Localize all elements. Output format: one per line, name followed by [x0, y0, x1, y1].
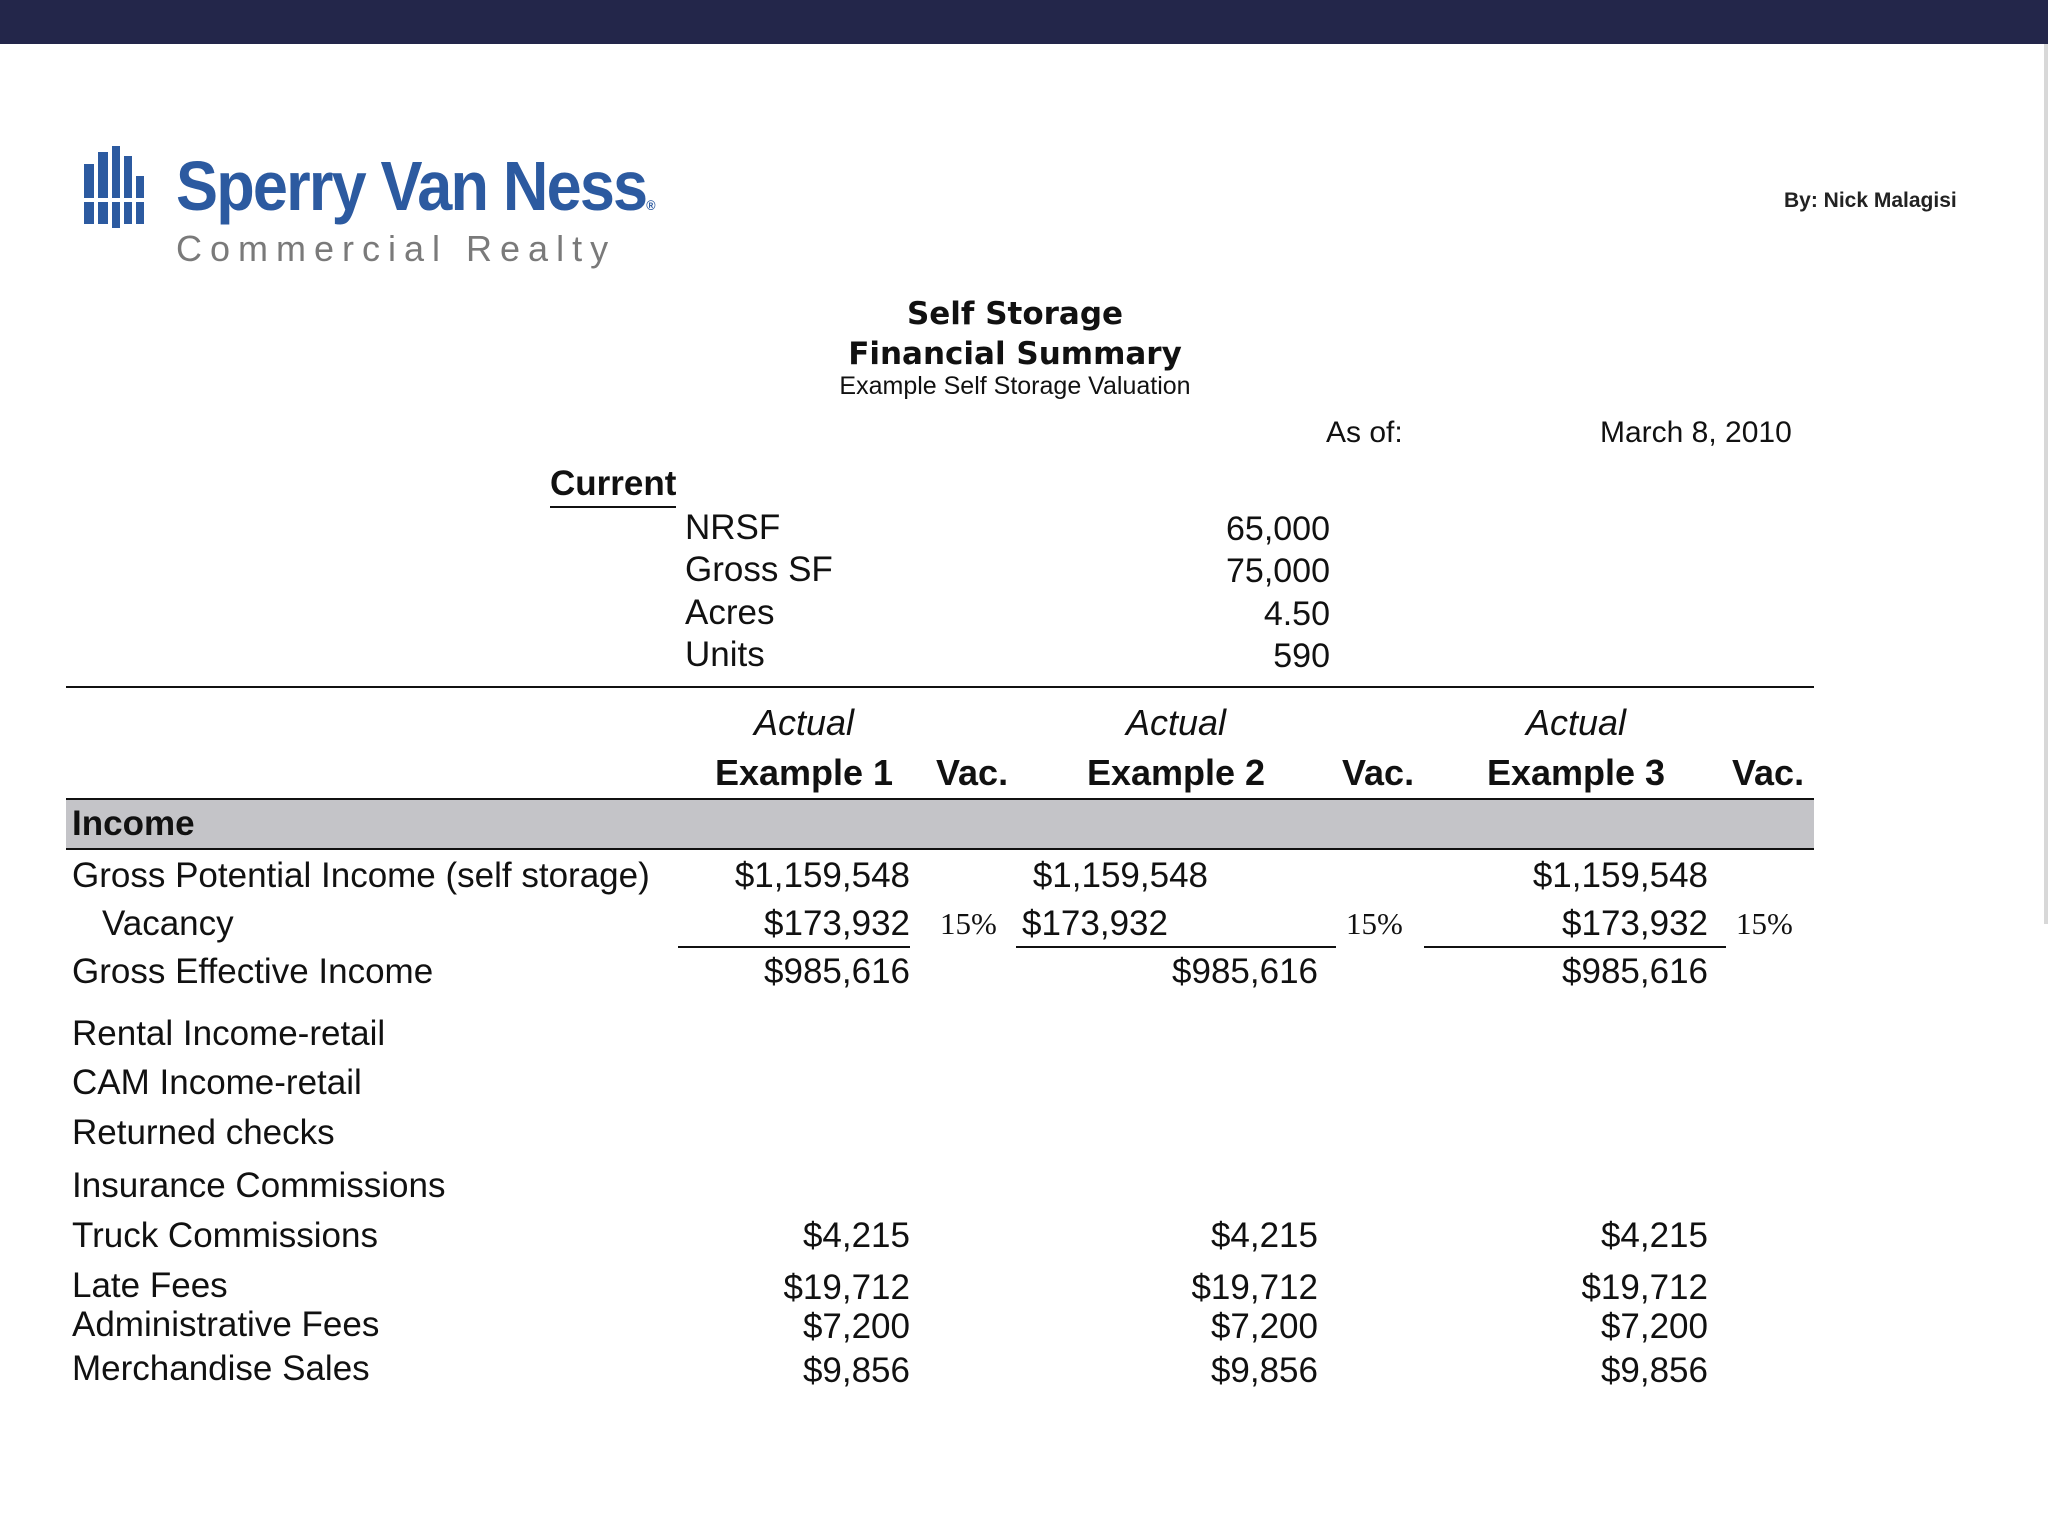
row-label-truck-commissions: Truck Commissions: [72, 1216, 378, 1255]
row-vacancy-col1: $173,932: [764, 904, 910, 943]
row-label-gei: Gross Effective Income: [72, 952, 434, 991]
row-gpi-col3: $1,159,548: [1532, 856, 1708, 895]
subtotal-rule-col2: [1016, 946, 1336, 948]
top-bar: [0, 0, 2048, 44]
col2-name: Example 2: [1086, 752, 1266, 793]
subtotal-rule-col1: [678, 946, 910, 948]
row-label-gpi: Gross Potential Income (self storage): [72, 856, 650, 895]
col3-name: Example 3: [1486, 752, 1666, 793]
row-label-vacancy: Vacancy: [102, 904, 234, 943]
row-admin-col3: $7,200: [1600, 1307, 1708, 1346]
section-divider: [66, 686, 1814, 688]
brand-name-text: Sperry Van Ness: [176, 147, 647, 225]
col2-actual-label: Actual: [1125, 702, 1227, 743]
stat-value-nrsf: 65,000: [1226, 510, 1330, 548]
col1-vac-label: Vac.: [936, 752, 1009, 793]
row-merch-col1: $9,856: [802, 1351, 910, 1390]
stat-label-gross-sf: Gross SF: [685, 550, 833, 589]
row-label-rental-income: Rental Income-retail: [72, 1014, 386, 1053]
income-section-band: [66, 798, 1814, 850]
row-label-admin-fees: Administrative Fees: [72, 1305, 380, 1344]
stat-value-gross-sf: 75,000: [1226, 552, 1330, 590]
row-gei-col1: $985,616: [764, 952, 910, 991]
row-merch-col3: $9,856: [1600, 1351, 1708, 1390]
row-admin-col1: $7,200: [802, 1307, 910, 1346]
report-description: Example Self Storage Valuation: [839, 372, 1191, 400]
row-vacancy-col2: $173,932: [1022, 904, 1168, 943]
company-logo: [82, 146, 156, 228]
col3-actual-label: Actual: [1525, 702, 1627, 743]
row-truck-col3: $4,215: [1600, 1216, 1708, 1255]
income-section-label: Income: [72, 804, 195, 843]
row-label-returned-checks: Returned checks: [72, 1113, 335, 1152]
row-admin-col2: $7,200: [1210, 1307, 1318, 1346]
row-merch-col2: $9,856: [1210, 1351, 1318, 1390]
author-label: By: Nick Malagisi: [1784, 189, 1957, 212]
row-gpi-col2: $1,159,548: [1032, 856, 1208, 895]
stat-label-units: Units: [685, 635, 765, 674]
row-vacancy-pct3: 15%: [1736, 906, 1793, 941]
as-of-date: March 8, 2010: [1600, 416, 1792, 449]
col2-vac-label: Vac.: [1342, 752, 1415, 793]
row-late-col3: $19,712: [1581, 1268, 1708, 1307]
row-late-col1: $19,712: [783, 1268, 910, 1307]
report-title: Self Storage: [906, 296, 1124, 332]
stat-label-acres: Acres: [685, 593, 775, 632]
row-label-insurance-commissions: Insurance Commissions: [72, 1166, 446, 1205]
page-edge: [2044, 44, 2048, 924]
col1-actual-label: Actual: [753, 702, 855, 743]
col1-name: Example 1: [714, 752, 894, 793]
row-vacancy-pct2: 15%: [1346, 906, 1403, 941]
row-late-col2: $19,712: [1191, 1268, 1318, 1307]
row-label-merchandise-sales: Merchandise Sales: [72, 1349, 370, 1388]
subtotal-rule-col3: [1424, 946, 1726, 948]
stat-value-acres: 4.50: [1263, 595, 1330, 633]
row-vacancy-pct1: 15%: [940, 906, 997, 941]
row-gpi-col1: $1,159,548: [734, 856, 910, 895]
col3-vac-label: Vac.: [1732, 752, 1805, 793]
brand-reg-mark: ®: [646, 197, 654, 213]
stat-value-units: 590: [1273, 637, 1330, 675]
row-vacancy-col3: $173,932: [1562, 904, 1708, 943]
logo-bars-icon: [82, 146, 156, 228]
row-label-late-fees: Late Fees: [72, 1266, 228, 1305]
row-gei-col2: $985,616: [1172, 952, 1318, 991]
row-truck-col2: $4,215: [1210, 1216, 1318, 1255]
current-heading: Current: [550, 464, 676, 508]
row-label-cam-income: CAM Income-retail: [72, 1063, 362, 1102]
brand-name: [176, 146, 654, 226]
report-subtitle: Financial Summary: [848, 336, 1182, 372]
stat-label-nrsf: NRSF: [685, 508, 781, 547]
as-of-label: As of:: [1326, 416, 1403, 449]
brand-tagline: Commercial Realty: [176, 228, 617, 269]
row-truck-col1: $4,215: [802, 1216, 910, 1255]
row-gei-col3: $985,616: [1562, 952, 1708, 991]
